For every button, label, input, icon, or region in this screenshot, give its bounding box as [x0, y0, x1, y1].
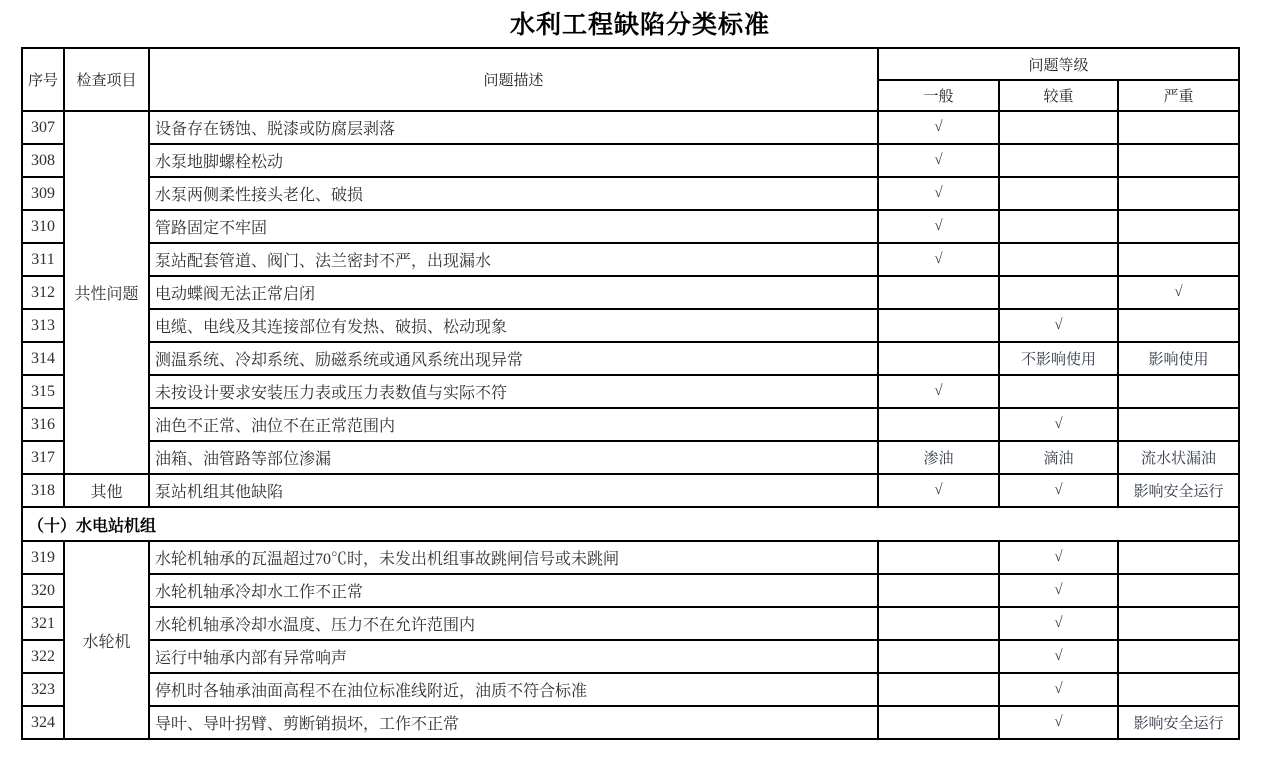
level-moderate-cell: 不影响使用: [999, 342, 1118, 375]
table-row: [22, 210, 1239, 243]
level-general-cell: [878, 640, 999, 673]
level-moderate-cell: √: [999, 574, 1118, 607]
level-general-cell: [878, 706, 999, 739]
level-moderate-cell: √: [999, 474, 1118, 507]
table-row: [22, 144, 1239, 177]
level-severe-cell: [1118, 177, 1239, 210]
level-moderate-cell: √: [999, 408, 1118, 441]
level-severe-cell: [1118, 210, 1239, 243]
row-description: 停机时各轴承油面高程不在油位标准线附近，油质不符合标准: [149, 673, 878, 706]
row-serial: 311: [22, 243, 64, 276]
level-moderate-cell: [999, 177, 1118, 210]
row-serial: 312: [22, 276, 64, 309]
row-description: 水轮机轴承冷却水工作不正常: [149, 574, 878, 607]
level-severe-cell: [1118, 408, 1239, 441]
table-row: [22, 541, 1239, 574]
level-moderate-cell: √: [999, 706, 1118, 739]
row-serial: 317: [22, 441, 64, 474]
level-severe-cell: [1118, 111, 1239, 144]
level-severe-cell: [1118, 574, 1239, 607]
level-severe-cell: 影响使用: [1118, 342, 1239, 375]
header-level-group: 问题等级: [878, 48, 1239, 80]
level-general-cell: √: [878, 144, 999, 177]
row-serial: 318: [22, 474, 64, 507]
row-category: 其他: [64, 474, 149, 507]
header-serial: 序号: [22, 48, 64, 111]
row-serial: 315: [22, 375, 64, 408]
level-moderate-cell: [999, 276, 1118, 309]
row-description: 油箱、油管路等部位渗漏: [149, 441, 878, 474]
table-header: [22, 48, 1239, 111]
defect-classification-table: [21, 47, 1240, 740]
row-description: 未按设计要求安装压力表或压力表数值与实际不符: [149, 375, 878, 408]
row-description: 测温系统、冷却系统、励磁系统或通风系统出现异常: [149, 342, 878, 375]
row-description: 管路固定不牢固: [149, 210, 878, 243]
row-serial: 323: [22, 673, 64, 706]
level-severe-cell: [1118, 607, 1239, 640]
level-moderate-cell: [999, 210, 1118, 243]
table-row: [22, 111, 1239, 144]
level-general-cell: [878, 607, 999, 640]
header-level-general: 一般: [878, 80, 999, 111]
row-description: 设备存在锈蚀、脱漆或防腐层剥落: [149, 111, 878, 144]
level-moderate-cell: 滴油: [999, 441, 1118, 474]
row-description: 泵站机组其他缺陷: [149, 474, 878, 507]
level-general-cell: [878, 309, 999, 342]
row-serial: 313: [22, 309, 64, 342]
table-row: [22, 408, 1239, 441]
level-severe-cell: √: [1118, 276, 1239, 309]
level-general-cell: [878, 673, 999, 706]
row-description: 泵站配套管道、阀门、法兰密封不严，出现漏水: [149, 243, 878, 276]
row-description: 电缆、电线及其连接部位有发热、破损、松动现象: [149, 309, 878, 342]
level-moderate-cell: √: [999, 541, 1118, 574]
level-severe-cell: 影响安全运行: [1118, 474, 1239, 507]
table-body: [22, 111, 1239, 739]
level-severe-cell: 流水状漏油: [1118, 441, 1239, 474]
level-moderate-cell: [999, 144, 1118, 177]
level-general-cell: √: [878, 177, 999, 210]
table-row: [22, 342, 1239, 375]
row-description: 水轮机轴承的瓦温超过70℃时，未发出机组事故跳闸信号或未跳闸: [149, 541, 878, 574]
section-label: （十）水电站机组: [22, 507, 1239, 541]
level-severe-cell: 影响安全运行: [1118, 706, 1239, 739]
table-row: [22, 243, 1239, 276]
level-moderate-cell: √: [999, 673, 1118, 706]
row-serial: 322: [22, 640, 64, 673]
level-general-cell: [878, 342, 999, 375]
level-severe-cell: [1118, 541, 1239, 574]
level-severe-cell: [1118, 640, 1239, 673]
table-row: [22, 640, 1239, 673]
row-description: 导叶、导叶拐臂、剪断销损坏，工作不正常: [149, 706, 878, 739]
table-row: [22, 706, 1239, 739]
row-description: 电动蝶阀无法正常启闭: [149, 276, 878, 309]
row-serial: 310: [22, 210, 64, 243]
row-category: 水轮机: [64, 541, 149, 739]
level-severe-cell: [1118, 375, 1239, 408]
level-moderate-cell: [999, 111, 1118, 144]
row-serial: 324: [22, 706, 64, 739]
row-description: 运行中轴承内部有异常响声: [149, 640, 878, 673]
table-row: [22, 673, 1239, 706]
level-general-cell: 渗油: [878, 441, 999, 474]
row-serial: 307: [22, 111, 64, 144]
level-moderate-cell: [999, 375, 1118, 408]
row-serial: 316: [22, 408, 64, 441]
row-description: 水轮机轴承冷却水温度、压力不在允许范围内: [149, 607, 878, 640]
row-description: 油色不正常、油位不在正常范围内: [149, 408, 878, 441]
row-serial: 321: [22, 607, 64, 640]
row-description: 水泵两侧柔性接头老化、破损: [149, 177, 878, 210]
row-serial: 314: [22, 342, 64, 375]
table-row: [22, 375, 1239, 408]
table-row: [22, 474, 1239, 507]
page-title: 水利工程缺陷分类标准: [509, 11, 770, 39]
level-moderate-cell: [999, 243, 1118, 276]
level-general-cell: [878, 574, 999, 607]
level-severe-cell: [1118, 673, 1239, 706]
row-serial: 320: [22, 574, 64, 607]
level-moderate-cell: √: [999, 309, 1118, 342]
level-severe-cell: [1118, 309, 1239, 342]
level-general-cell: [878, 276, 999, 309]
header-row-top: [22, 48, 1239, 80]
table-row: [22, 309, 1239, 342]
header-level-severe: 严重: [1118, 80, 1239, 111]
level-general-cell: √: [878, 243, 999, 276]
row-serial: 319: [22, 541, 64, 574]
level-general-cell: [878, 408, 999, 441]
header-level-moderate: 较重: [999, 80, 1118, 111]
section-header-row: [22, 507, 1239, 541]
level-general-cell: √: [878, 474, 999, 507]
table-row: [22, 177, 1239, 210]
header-category: 检查项目: [64, 48, 149, 111]
level-general-cell: √: [878, 375, 999, 408]
level-severe-cell: [1118, 243, 1239, 276]
table-row: [22, 574, 1239, 607]
row-description: 水泵地脚螺栓松动: [149, 144, 878, 177]
row-serial: 308: [22, 144, 64, 177]
row-category: 共性问题: [64, 111, 149, 474]
table-row: [22, 441, 1239, 474]
header-description: 问题描述: [149, 48, 878, 111]
level-moderate-cell: √: [999, 607, 1118, 640]
level-moderate-cell: √: [999, 640, 1118, 673]
row-serial: 309: [22, 177, 64, 210]
table-row: [22, 276, 1239, 309]
level-general-cell: [878, 541, 999, 574]
table-row: [22, 607, 1239, 640]
level-severe-cell: [1118, 144, 1239, 177]
level-general-cell: √: [878, 111, 999, 144]
level-general-cell: √: [878, 210, 999, 243]
